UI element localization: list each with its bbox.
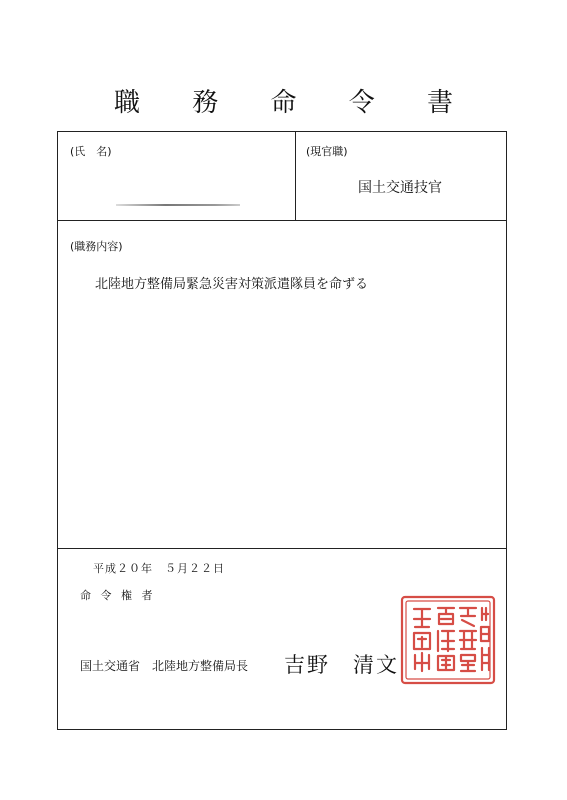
redacted-name-line [116,204,240,206]
document-title: 職 務 命 令 書 [113,88,476,118]
issue-date: 平成２０年 ５月２２日 [93,562,225,575]
issuer-name: 吉野 清文 [284,653,399,677]
name-label: (氏 名) [70,145,112,158]
post-value: 国土交通技官 [358,180,442,196]
issuer-row [58,549,506,729]
duty-text: 北陸地方整備局緊急災害対策派遣隊員を命ずる [95,277,369,292]
order-form-frame [57,131,507,730]
issuer-org: 国土交通省 北陸地方整備局長 [80,659,249,673]
post-label: (現官職) [306,145,348,158]
duty-row [58,221,506,549]
authority-label: 命 令 権 者 [80,589,156,602]
identity-row [58,132,506,221]
duty-label: (職務内容) [70,240,123,253]
official-seal-icon [398,593,498,687]
post-cell [296,132,506,220]
name-cell [58,132,296,220]
